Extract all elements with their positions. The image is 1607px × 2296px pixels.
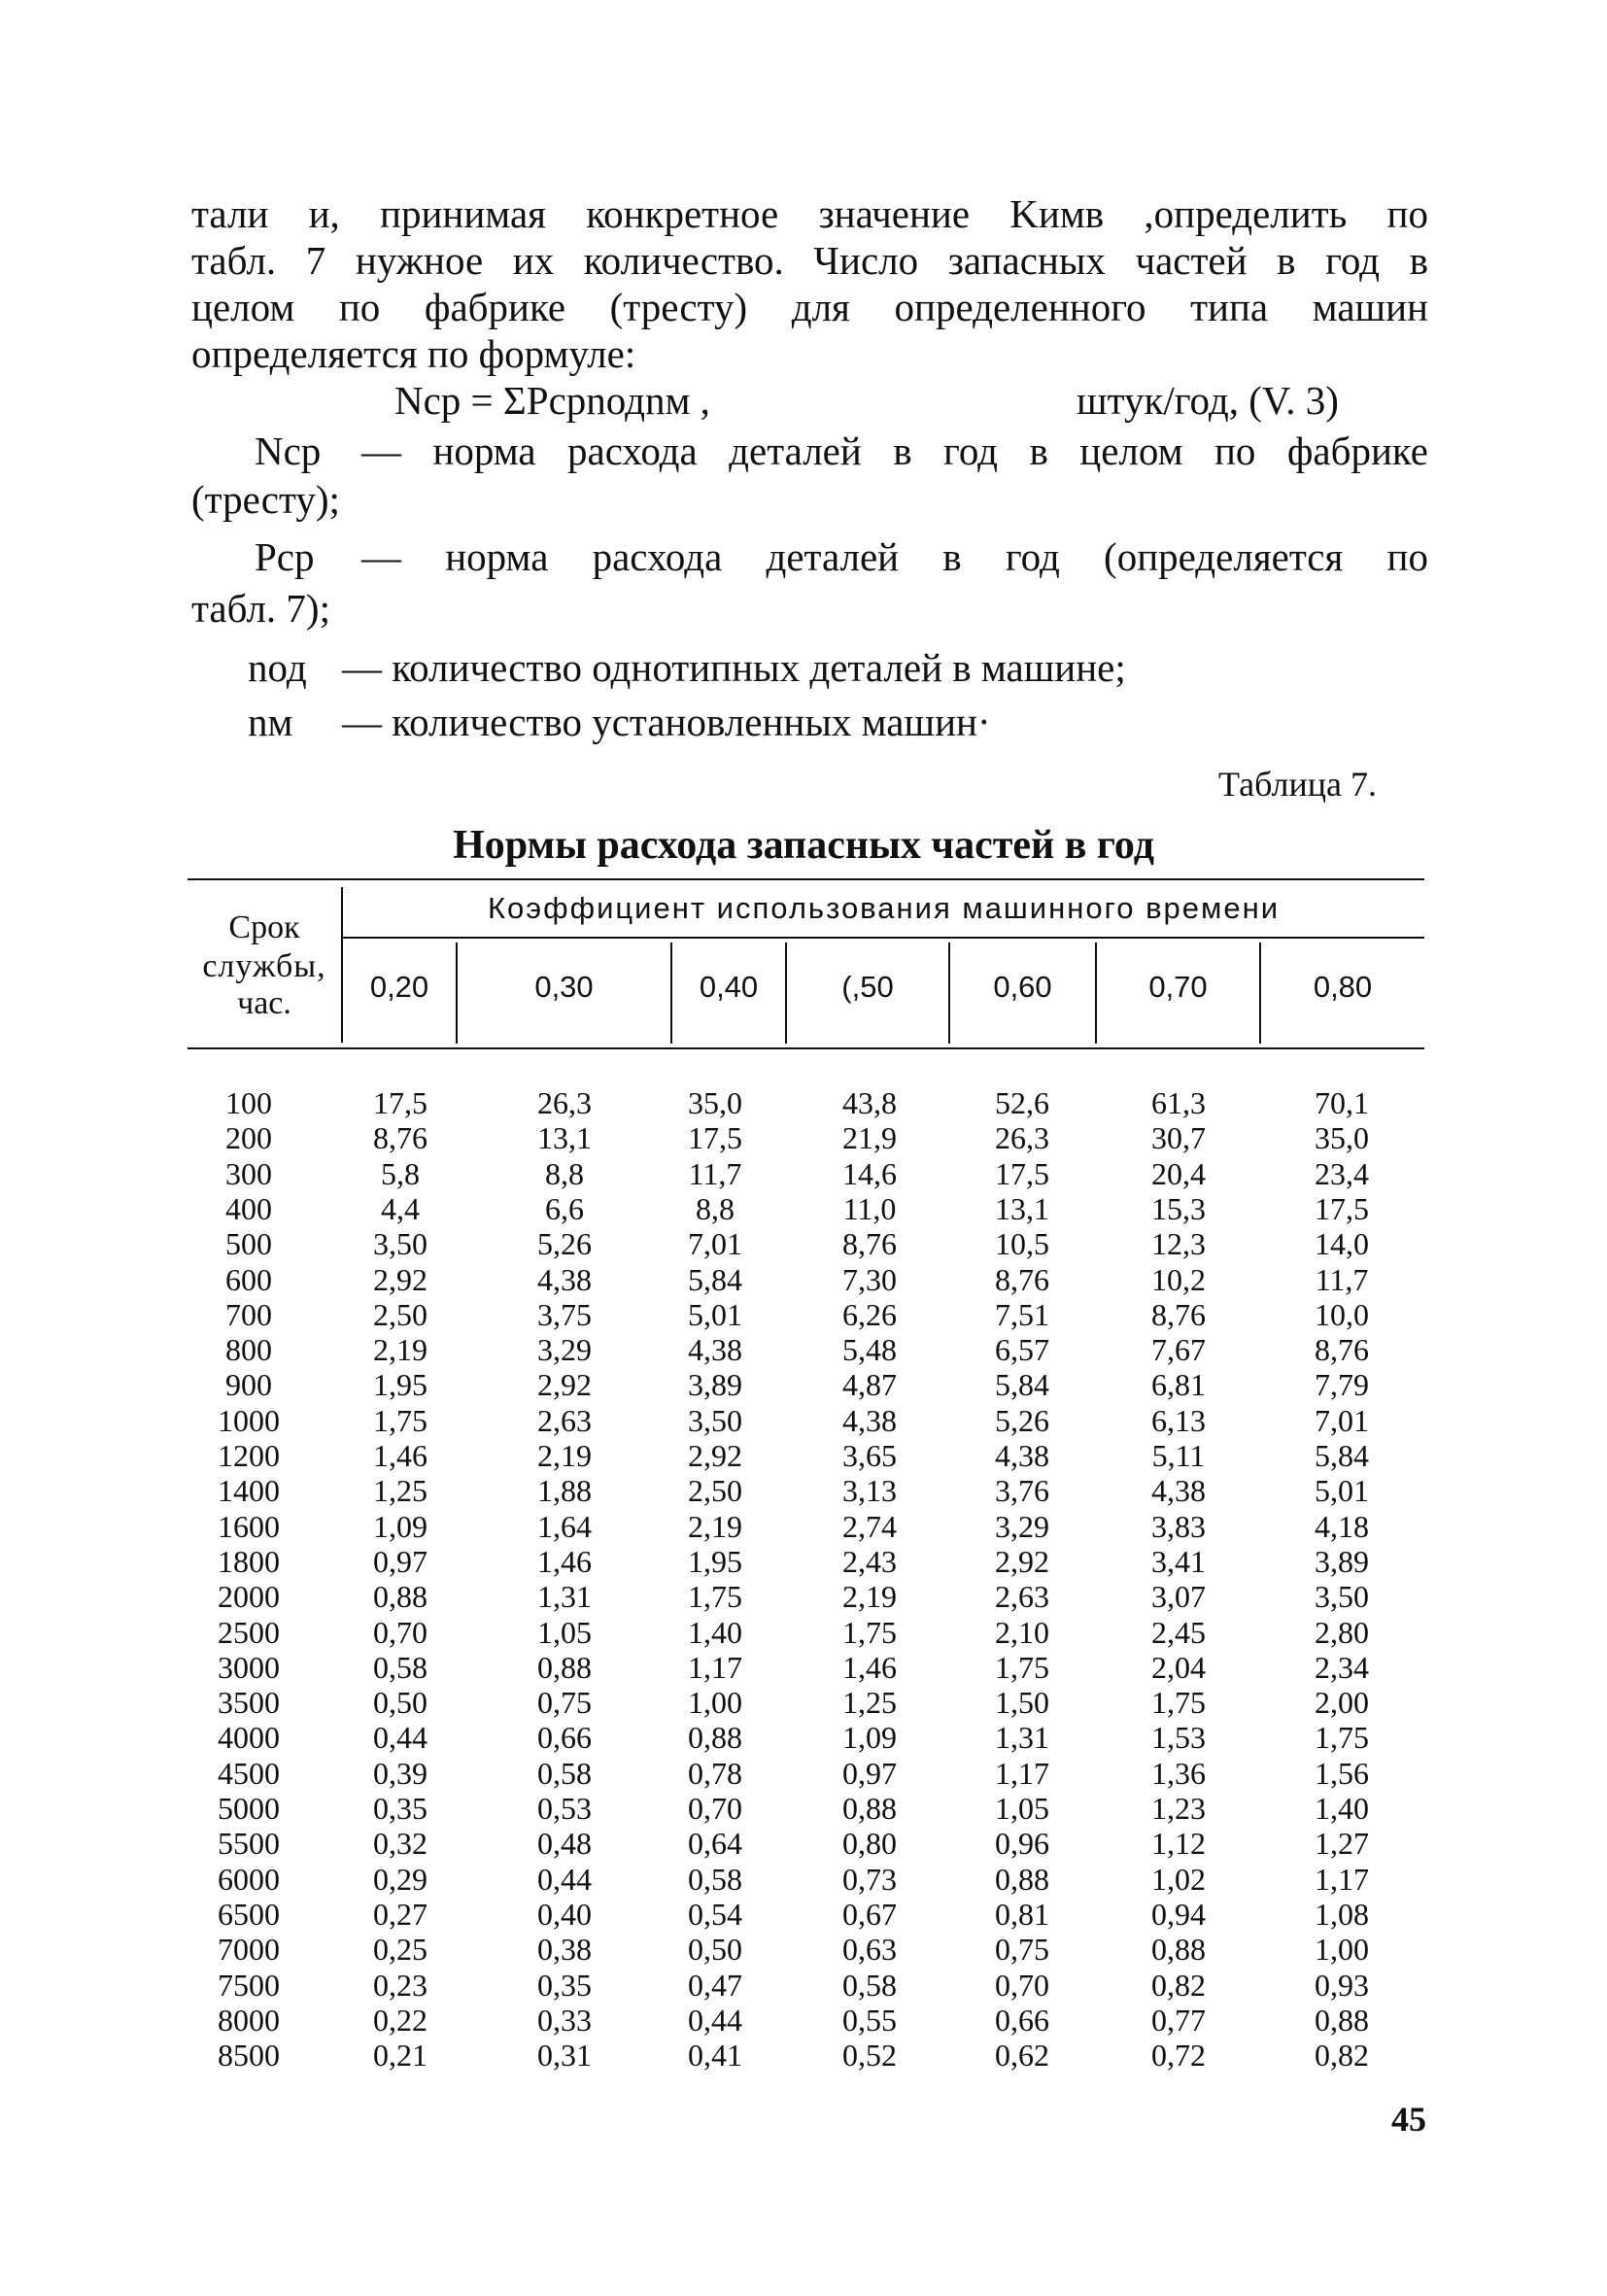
table-cell-value: 0,75 bbox=[537, 1685, 592, 1721]
table-cell-value: 2,19 bbox=[842, 1579, 897, 1615]
table-cell-value: 1,50 bbox=[995, 1685, 1049, 1721]
table-cell-value: 3,76 bbox=[995, 1473, 1049, 1509]
table-cell-value: 1,00 bbox=[688, 1685, 742, 1721]
table-cell-value: 1,31 bbox=[537, 1579, 592, 1615]
table-cell-value: 0,38 bbox=[537, 1932, 592, 1968]
table-cell-value: 7,30 bbox=[842, 1261, 897, 1297]
table-cell-value: 0,70 bbox=[688, 1791, 742, 1826]
table-cell-value: 5,84 bbox=[688, 1261, 742, 1297]
table-caption: Таблица 7. bbox=[1218, 765, 1377, 804]
text-line-3: целом по фабрике (тресту) для определенного типа машин bbox=[191, 285, 1428, 329]
table-cell-value: 3,65 bbox=[842, 1438, 897, 1473]
table-cell-value: 3,07 bbox=[1151, 1579, 1206, 1615]
table-cell-value: 0,44 bbox=[688, 2002, 742, 2038]
table-cell-hours: 400 bbox=[225, 1190, 272, 1226]
table-cell-value: 4,38 bbox=[1151, 1473, 1206, 1509]
table-cell-value: 0,88 bbox=[1151, 1932, 1206, 1968]
table-cell-value: 1,75 bbox=[688, 1579, 742, 1615]
table-cell-value: 0,40 bbox=[537, 1896, 592, 1932]
table-cell-value: 1,25 bbox=[842, 1685, 897, 1721]
table-cell-value: 2,92 bbox=[995, 1543, 1049, 1579]
header-coef-080: 0,80 bbox=[1313, 970, 1373, 1004]
table-cell-value: 0,70 bbox=[995, 1967, 1049, 2003]
header-coef-label: Коэффициент использования машинного времени bbox=[487, 891, 1281, 925]
table-cell-value: 0,66 bbox=[995, 2002, 1049, 2038]
table-cell-value: 10,0 bbox=[1315, 1296, 1369, 1332]
table-cell-value: 2,63 bbox=[995, 1579, 1049, 1615]
table-cell-value: 4,18 bbox=[1315, 1508, 1369, 1544]
table-cell-value: 3,89 bbox=[688, 1367, 742, 1403]
table-cell-value: 1,95 bbox=[373, 1367, 427, 1403]
table-cell-value: 0,25 bbox=[373, 1932, 427, 1968]
table-cell-value: 43,8 bbox=[842, 1085, 897, 1120]
table-cell-value: 1,75 bbox=[373, 1402, 427, 1438]
table-cell-value: 1,40 bbox=[1315, 1791, 1369, 1826]
header-service-life-1: Срок bbox=[228, 909, 300, 945]
table-cell-value: 2,92 bbox=[537, 1367, 592, 1403]
table-cell-value: 0,53 bbox=[537, 1791, 592, 1826]
table-cell-hours: 5000 bbox=[218, 1791, 280, 1826]
table-cell-value: 1,53 bbox=[1151, 1720, 1206, 1756]
table-cell-value: 61,3 bbox=[1151, 1085, 1206, 1120]
table-cell-value: 2,04 bbox=[1151, 1649, 1206, 1685]
table-cell-value: 4,4 bbox=[381, 1190, 420, 1226]
header-coef-060: 0,60 bbox=[993, 970, 1052, 1004]
table-cell-value: 2,43 bbox=[842, 1543, 897, 1579]
table-cell-value: 1,46 bbox=[373, 1438, 427, 1473]
table-cell-value: 0,82 bbox=[1151, 1967, 1206, 2003]
table-cell-value: 0,88 bbox=[995, 1861, 1049, 1897]
table-cell-value: 1,05 bbox=[537, 1614, 592, 1650]
table-cell-value: 17,5 bbox=[373, 1085, 427, 1120]
def-text-pcp-cont: табл. 7); bbox=[191, 586, 330, 631]
table-cell-value: 2,80 bbox=[1315, 1614, 1369, 1650]
table-cell-value: 8,76 bbox=[842, 1226, 897, 1262]
table-cell-value: 0,50 bbox=[688, 1932, 742, 1968]
table-cell-value: 8,76 bbox=[995, 1261, 1049, 1297]
table-cell-value: 1,75 bbox=[995, 1649, 1049, 1685]
header-service-life-3: час. bbox=[237, 985, 291, 1021]
table-cell-value: 1,75 bbox=[1315, 1720, 1369, 1756]
def-symbol-ncp: Nср bbox=[255, 428, 322, 473]
table-cell-hours: 6000 bbox=[218, 1861, 280, 1897]
table-cell-value: 3,29 bbox=[995, 1508, 1049, 1544]
def-text-nm: — количество установленных машин· bbox=[342, 700, 991, 744]
table-cell-value: 0,97 bbox=[842, 1755, 897, 1791]
table-cell-value: 0,80 bbox=[842, 1826, 897, 1862]
table-cell-value: 0,41 bbox=[688, 2038, 742, 2073]
table-cell-value: 3,75 bbox=[537, 1296, 592, 1332]
table-cell-value: 5,01 bbox=[688, 1296, 742, 1332]
table-cell-value: 0,88 bbox=[688, 1720, 742, 1756]
table-cell-value: 4,38 bbox=[537, 1261, 592, 1297]
table-cell-value: 0,67 bbox=[842, 1896, 897, 1932]
table-cell-value: 1,56 bbox=[1315, 1755, 1369, 1791]
table-cell-value: 1,46 bbox=[842, 1649, 897, 1685]
table-cell-value: 17,5 bbox=[1315, 1190, 1369, 1226]
table-cell-value: 3,83 bbox=[1151, 1508, 1206, 1544]
def-symbol-nod: nод bbox=[248, 645, 307, 690]
table-cell-value: 0,52 bbox=[842, 2038, 897, 2073]
table-cell-value: 0,88 bbox=[842, 1791, 897, 1826]
table-cell-value: 1,75 bbox=[842, 1614, 897, 1650]
def-symbol-nm: nм bbox=[248, 700, 293, 744]
header-coef-070: 0,70 bbox=[1148, 970, 1208, 1004]
text-line-1: тали и, принимая конкретное значение Kимв ,определить по bbox=[191, 191, 1428, 236]
table-cell-value: 1,88 bbox=[537, 1473, 592, 1509]
table-cell-value: 5,26 bbox=[995, 1402, 1049, 1438]
table-cell-value: 2,45 bbox=[1151, 1614, 1206, 1650]
table-cell-value: 2,74 bbox=[842, 1508, 897, 1544]
table-cell-value: 0,55 bbox=[842, 2002, 897, 2038]
table-cell-value: 8,76 bbox=[1315, 1332, 1369, 1368]
table-cell-value: 3,13 bbox=[842, 1473, 897, 1509]
table-cell-value: 0,70 bbox=[373, 1614, 427, 1650]
table-cell-value: 8,8 bbox=[696, 1190, 735, 1226]
header-coef-030: 0,30 bbox=[534, 970, 594, 1004]
table-cell-hours: 100 bbox=[225, 1085, 272, 1120]
table-cell-hours: 1000 bbox=[218, 1402, 280, 1438]
table-cell-value: 6,81 bbox=[1151, 1367, 1206, 1403]
table-cell-value: 2,19 bbox=[688, 1508, 742, 1544]
table-cell-value: 8,8 bbox=[545, 1155, 584, 1191]
table-cell-value: 1,08 bbox=[1315, 1896, 1369, 1932]
table-cell-value: 5,48 bbox=[842, 1332, 897, 1368]
table-cell-value: 0,88 bbox=[1315, 2002, 1369, 2038]
table-cell-hours: 1800 bbox=[218, 1543, 280, 1579]
table-cell-value: 1,17 bbox=[995, 1755, 1049, 1791]
table-cell-value: 2,50 bbox=[688, 1473, 742, 1509]
table-cell-value: 1,36 bbox=[1151, 1755, 1206, 1791]
table-cell-value: 7,01 bbox=[1315, 1402, 1369, 1438]
table-coef-rule bbox=[343, 937, 1424, 939]
table-cell-value: 3,50 bbox=[373, 1226, 427, 1262]
table-cell-value: 1,09 bbox=[842, 1720, 897, 1756]
table-cell-value: 1,09 bbox=[373, 1508, 427, 1544]
table-cell-value: 20,4 bbox=[1151, 1155, 1206, 1191]
table-cell-value: 5,84 bbox=[1315, 1438, 1369, 1473]
def-text-pcp: — норма расхода деталей в год (определяется по bbox=[361, 534, 1428, 579]
table-cell-value: 0,72 bbox=[1151, 2038, 1206, 2073]
table-cell-value: 0,23 bbox=[373, 1967, 427, 2003]
table-cell-value: 2,10 bbox=[995, 1614, 1049, 1650]
table-cell-value: 0,44 bbox=[373, 1720, 427, 1756]
table-cell-value: 0,54 bbox=[688, 1896, 742, 1932]
table-cell-hours: 2000 bbox=[218, 1579, 280, 1615]
header-coef-050: (,50 bbox=[841, 970, 894, 1004]
table-cell-value: 0,35 bbox=[537, 1967, 592, 2003]
table-cell-value: 17,5 bbox=[688, 1120, 742, 1156]
table-cell-hours: 4000 bbox=[218, 1720, 280, 1756]
table-cell-value: 0,75 bbox=[995, 1932, 1049, 1968]
def-text-ncp: — норма расхода деталей в год в целом по фабрике bbox=[361, 428, 1428, 473]
table-cell-value: 15,3 bbox=[1151, 1190, 1206, 1226]
table-cell-value: 1,02 bbox=[1151, 1861, 1206, 1897]
def-text-nod: — количество однотипных деталей в машине; bbox=[342, 645, 1126, 690]
table-cell-value: 0,21 bbox=[373, 2038, 427, 2073]
table-cell-value: 26,3 bbox=[537, 1085, 592, 1120]
table-cell-value: 12,3 bbox=[1151, 1226, 1206, 1262]
table-cell-hours: 8500 bbox=[218, 2038, 280, 2073]
table-cell-value: 5,84 bbox=[995, 1367, 1049, 1403]
table-top-rule bbox=[188, 878, 1424, 880]
table-cell-value: 35,0 bbox=[1315, 1120, 1369, 1156]
table-cell-value: 0,94 bbox=[1151, 1896, 1206, 1932]
table-cell-value: 0,78 bbox=[688, 1755, 742, 1791]
table-cell-value: 4,38 bbox=[688, 1332, 742, 1368]
table-cell-value: 2,63 bbox=[537, 1402, 592, 1438]
table-cell-value: 23,4 bbox=[1315, 1155, 1369, 1191]
table-cell-value: 4,87 bbox=[842, 1367, 897, 1403]
table-cell-hours: 200 bbox=[225, 1120, 272, 1156]
table-cell-value: 1,17 bbox=[688, 1649, 742, 1685]
table-cell-value: 0,22 bbox=[373, 2002, 427, 2038]
table-cell-value: 1,00 bbox=[1315, 1932, 1369, 1968]
table-cell-value: 0,29 bbox=[373, 1861, 427, 1897]
table-cell-hours: 600 bbox=[225, 1261, 272, 1297]
formula: Nср = ΣPсрnодnм , bbox=[394, 378, 710, 423]
table-cell-value: 0,32 bbox=[373, 1826, 427, 1862]
table-cell-value: 3,50 bbox=[1315, 1579, 1369, 1615]
table-cell-value: 13,1 bbox=[537, 1120, 592, 1156]
table-cell-value: 1,31 bbox=[995, 1720, 1049, 1756]
table-cell-value: 1,95 bbox=[688, 1543, 742, 1579]
table-cell-value: 0,47 bbox=[688, 1967, 742, 2003]
table-cell-value: 1,23 bbox=[1151, 1791, 1206, 1826]
table-cell-value: 0,63 bbox=[842, 1932, 897, 1968]
table-cell-value: 0,66 bbox=[537, 1720, 592, 1756]
table-cell-value: 52,6 bbox=[995, 1085, 1049, 1120]
table-cell-value: 0,58 bbox=[688, 1861, 742, 1897]
table-cell-value: 0,88 bbox=[373, 1579, 427, 1615]
table-cell-hours: 1200 bbox=[218, 1438, 280, 1473]
table-cell-value: 7,79 bbox=[1315, 1367, 1369, 1403]
table-cell-value: 2,34 bbox=[1315, 1649, 1369, 1685]
table-cell-value: 0,96 bbox=[995, 1826, 1049, 1862]
table-cell-value: 1,12 bbox=[1151, 1826, 1206, 1862]
table-cell-value: 3,29 bbox=[537, 1332, 592, 1368]
table-cell-value: 6,57 bbox=[995, 1332, 1049, 1368]
table-cell-hours: 800 bbox=[225, 1332, 272, 1368]
table-cell-value: 10,2 bbox=[1151, 1261, 1206, 1297]
table-cell-hours: 8000 bbox=[218, 2002, 280, 2038]
table-cell-hours: 2500 bbox=[218, 1614, 280, 1650]
table-cell-value: 0,82 bbox=[1315, 2038, 1369, 2073]
table-cell-value: 0,58 bbox=[842, 1967, 897, 2003]
table-cell-value: 0,58 bbox=[537, 1755, 592, 1791]
header-coef-020: 0,20 bbox=[369, 970, 429, 1004]
table-cell-value: 5,26 bbox=[537, 1226, 592, 1262]
table-cell-value: 0,27 bbox=[373, 1896, 427, 1932]
header-service-life-2: службы, bbox=[202, 948, 326, 984]
table-cell-value: 2,19 bbox=[373, 1332, 427, 1368]
table-cell-value: 4,38 bbox=[842, 1402, 897, 1438]
table-cell-value: 0,31 bbox=[537, 2038, 592, 2073]
header-coef-040: 0,40 bbox=[699, 970, 759, 1004]
table-cell-value: 1,46 bbox=[537, 1543, 592, 1579]
table-cell-value: 5,8 bbox=[381, 1155, 420, 1191]
table-cell-value: 17,5 bbox=[995, 1155, 1049, 1191]
table-cell-value: 10,5 bbox=[995, 1226, 1049, 1262]
table-cell-hours: 5500 bbox=[218, 1826, 280, 1862]
table-cell-hours: 3000 bbox=[218, 1649, 280, 1685]
table-cell-value: 0,33 bbox=[537, 2002, 592, 2038]
table-cell-value: 1,75 bbox=[1151, 1685, 1206, 1721]
table-cell-value: 0,97 bbox=[373, 1543, 427, 1579]
table-cell-value: 13,1 bbox=[995, 1190, 1049, 1226]
table-cell-value: 2,50 bbox=[373, 1296, 427, 1332]
table-cell-value: 7,01 bbox=[688, 1226, 742, 1262]
table-cell-value: 1,25 bbox=[373, 1473, 427, 1509]
table-cell-value: 1,17 bbox=[1315, 1861, 1369, 1897]
table-cell-value: 0,77 bbox=[1151, 2002, 1206, 2038]
table-cell-value: 0,39 bbox=[373, 1755, 427, 1791]
table-cell-value: 5,11 bbox=[1151, 1438, 1206, 1473]
table-cell-value: 0,93 bbox=[1315, 1967, 1369, 2003]
table-cell-value: 5,01 bbox=[1315, 1473, 1369, 1509]
table-cell-value: 35,0 bbox=[688, 1085, 742, 1120]
table-cell-hours: 1400 bbox=[218, 1473, 280, 1509]
table-cell-value: 0,35 bbox=[373, 1791, 427, 1826]
table-cell-value: 1,27 bbox=[1315, 1826, 1369, 1862]
table-cell-hours: 1600 bbox=[218, 1508, 280, 1544]
table-cell-value: 7,51 bbox=[995, 1296, 1049, 1332]
table-cell-value: 3,50 bbox=[688, 1402, 742, 1438]
table-cell-hours: 700 bbox=[225, 1296, 272, 1332]
table-cell-value: 0,62 bbox=[995, 2038, 1049, 2073]
table-cell-value: 70,1 bbox=[1315, 1085, 1369, 1120]
table-cell-value: 1,05 bbox=[995, 1791, 1049, 1826]
table-cell-value: 4,38 bbox=[995, 1438, 1049, 1473]
table-cell-value: 0,73 bbox=[842, 1861, 897, 1897]
table-cell-value: 2,92 bbox=[373, 1261, 427, 1297]
table-cell-value: 14,0 bbox=[1315, 1226, 1369, 1262]
table-cell-value: 0,64 bbox=[688, 1826, 742, 1862]
table-cell-hours: 7000 bbox=[218, 1932, 280, 1968]
page-number: 45 bbox=[1391, 2100, 1426, 2139]
table-cell-value: 3,89 bbox=[1315, 1543, 1369, 1579]
table-cell-value: 11,7 bbox=[1315, 1261, 1369, 1297]
table-cell-value: 8,76 bbox=[373, 1120, 427, 1156]
table-cell-value: 0,81 bbox=[995, 1896, 1049, 1932]
table-cell-hours: 300 bbox=[225, 1155, 272, 1191]
def-symbol-pcp: Pср bbox=[255, 534, 315, 579]
table-cell-value: 6,26 bbox=[842, 1296, 897, 1332]
text-line-4: определяется по формуле: bbox=[191, 331, 636, 376]
table-cell-value: 11,7 bbox=[688, 1155, 742, 1191]
table-cell-hours: 4500 bbox=[218, 1755, 280, 1791]
def-text-ncp-cont: (тресту); bbox=[191, 477, 340, 522]
table-cell-value: 6,13 bbox=[1151, 1402, 1206, 1438]
formula-unit: штук/год, (V. 3) bbox=[1077, 378, 1339, 423]
table-header-bottom-rule bbox=[188, 1047, 1424, 1049]
table-cell-value: 2,19 bbox=[537, 1438, 592, 1473]
table-cell-hours: 3500 bbox=[218, 1685, 280, 1721]
table-cell-value: 2,00 bbox=[1315, 1685, 1369, 1721]
table-cell-value: 14,6 bbox=[842, 1155, 897, 1191]
table-title: Нормы расхода запасных частей в год bbox=[453, 823, 1154, 868]
table-cell-value: 0,88 bbox=[537, 1649, 592, 1685]
table-cell-value: 6,6 bbox=[545, 1190, 584, 1226]
table-cell-value: 21,9 bbox=[842, 1120, 897, 1156]
table-cell-value: 11,0 bbox=[842, 1190, 897, 1226]
table-cell-value: 7,67 bbox=[1151, 1332, 1206, 1368]
table-cell-value: 1,40 bbox=[688, 1614, 742, 1650]
table-cell-value: 26,3 bbox=[995, 1120, 1049, 1156]
table-cell-hours: 7500 bbox=[218, 1967, 280, 2003]
table-cell-value: 30,7 bbox=[1151, 1120, 1206, 1156]
table-cell-value: 8,76 bbox=[1151, 1296, 1206, 1332]
table-cell-value: 0,48 bbox=[537, 1826, 592, 1862]
table-cell-hours: 900 bbox=[225, 1367, 272, 1403]
table-cell-value: 3,41 bbox=[1151, 1543, 1206, 1579]
table-cell-value: 0,44 bbox=[537, 1861, 592, 1897]
table-cell-value: 1,64 bbox=[537, 1508, 592, 1544]
table-cell-value: 0,58 bbox=[373, 1649, 427, 1685]
table-cell-hours: 6500 bbox=[218, 1896, 280, 1932]
table-cell-value: 2,92 bbox=[688, 1438, 742, 1473]
table-cell-value: 0,50 bbox=[373, 1685, 427, 1721]
table-cell-hours: 500 bbox=[225, 1226, 272, 1262]
text-line-2: табл. 7 нужное их количество. Число запасных частей в год в bbox=[191, 238, 1428, 283]
